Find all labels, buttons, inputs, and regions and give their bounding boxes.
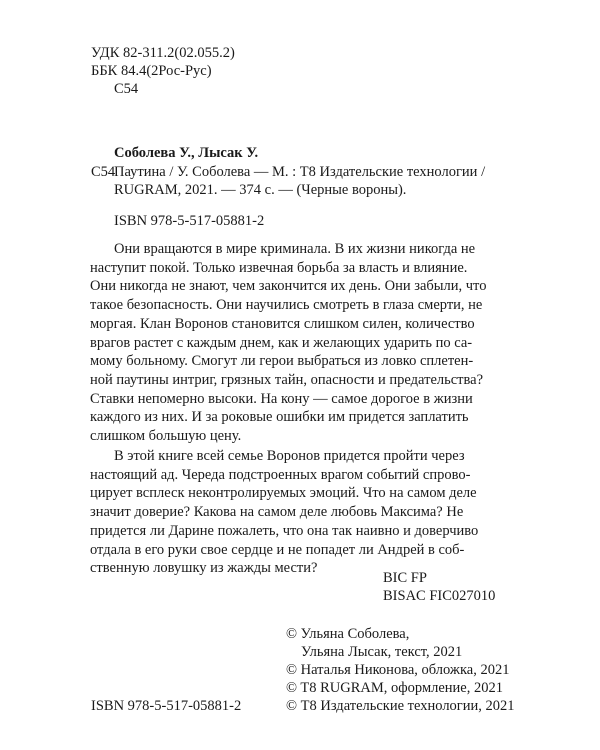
udk-code: УДК 82-311.2(02.055.2)	[91, 45, 235, 61]
annotation-line: отдала в его руки свое сердце и не попадет ли Андрей в соб-	[90, 541, 465, 558]
author-heading: Соболева У., Лысак У.	[114, 145, 259, 161]
author-mark-2: С54	[91, 164, 116, 180]
annotation-line: ственную ловушку из жажды мести?	[90, 560, 318, 577]
copyright-line: Ульяна Лысак, текст, 2021	[301, 644, 463, 660]
author-mark: С54	[114, 81, 139, 97]
copyright-line: © Т8 Издательские технологии, 2021	[286, 698, 515, 714]
annotation-line: моргая. Клан Воронов становится слишком силен, количество	[90, 315, 475, 332]
description-line-1: Паутина / У. Соболева — М. : Т8 Издательские технологии /	[114, 164, 486, 180]
annotation-line: Они вращаются в мире криминала. В их жизни никогда не	[114, 241, 476, 257]
bbk-code: ББК 84.4(2Рос-Рус)	[91, 63, 212, 79]
annotation-paragraph-2	[90, 447, 504, 578]
annotation-line: каждого из них. И за роковые ошибки им придется заплатить	[90, 409, 469, 426]
annotation-line: В этой книге всей семье Воронов придется пройти через	[114, 448, 465, 464]
annotation-line: врагов растет с каждым днем, как и желающих ударить по са-	[90, 334, 473, 351]
annotation-line: такое безопасность. Они научились смотреть в глаза смерти, не	[90, 297, 483, 314]
annotation-paragraph-1	[90, 240, 504, 446]
annotation-line: Они никогда не знают, чем закончится их день. Они забыли, что	[90, 278, 487, 295]
annotation-line: значит доверие? Какова на самом деле любовь Максима? Не	[90, 504, 464, 521]
copyright-line: © Ульяна Соболева,	[286, 626, 410, 642]
annotation-line: мому больному. Смогут ли герои выбраться из ловко сплетен-	[90, 353, 474, 370]
copyright-line: © Наталья Никонова, обложка, 2021	[286, 662, 510, 678]
copyright-line: © T8 RUGRAM, оформление, 2021	[286, 680, 503, 696]
isbn-top: ISBN 978-5-517-05881-2	[114, 213, 265, 229]
annotation-line: настоящий ад. Череда подстроенных врагом событий спрово-	[90, 466, 471, 483]
annotation-line: Ставки непомерно высоки. На кону — самое дорогое в жизни	[90, 390, 473, 407]
annotation-line: слишком большую цену.	[90, 428, 242, 445]
description-line-2: RUGRAM, 2021. — 374 с. — (Черные вороны).	[114, 182, 407, 198]
annotation-line: ной паутины интриг, грязных тайн, опасности и предательства?	[90, 371, 484, 388]
annotation-line: придется ли Дарине пожалеть, что она так наивно и доверчиво	[90, 522, 479, 539]
bic-code: BIC FP	[383, 570, 427, 586]
bisac-code: BISAC FIC027010	[383, 588, 496, 604]
isbn-bottom: ISBN 978-5-517-05881-2	[91, 698, 242, 714]
annotation-line: наступит покой. Только извечная борьба за власть и влияние.	[90, 259, 468, 276]
annotation-line: цирует всплеск неконтролируемых эмоций. Что на самом деле	[90, 485, 477, 502]
